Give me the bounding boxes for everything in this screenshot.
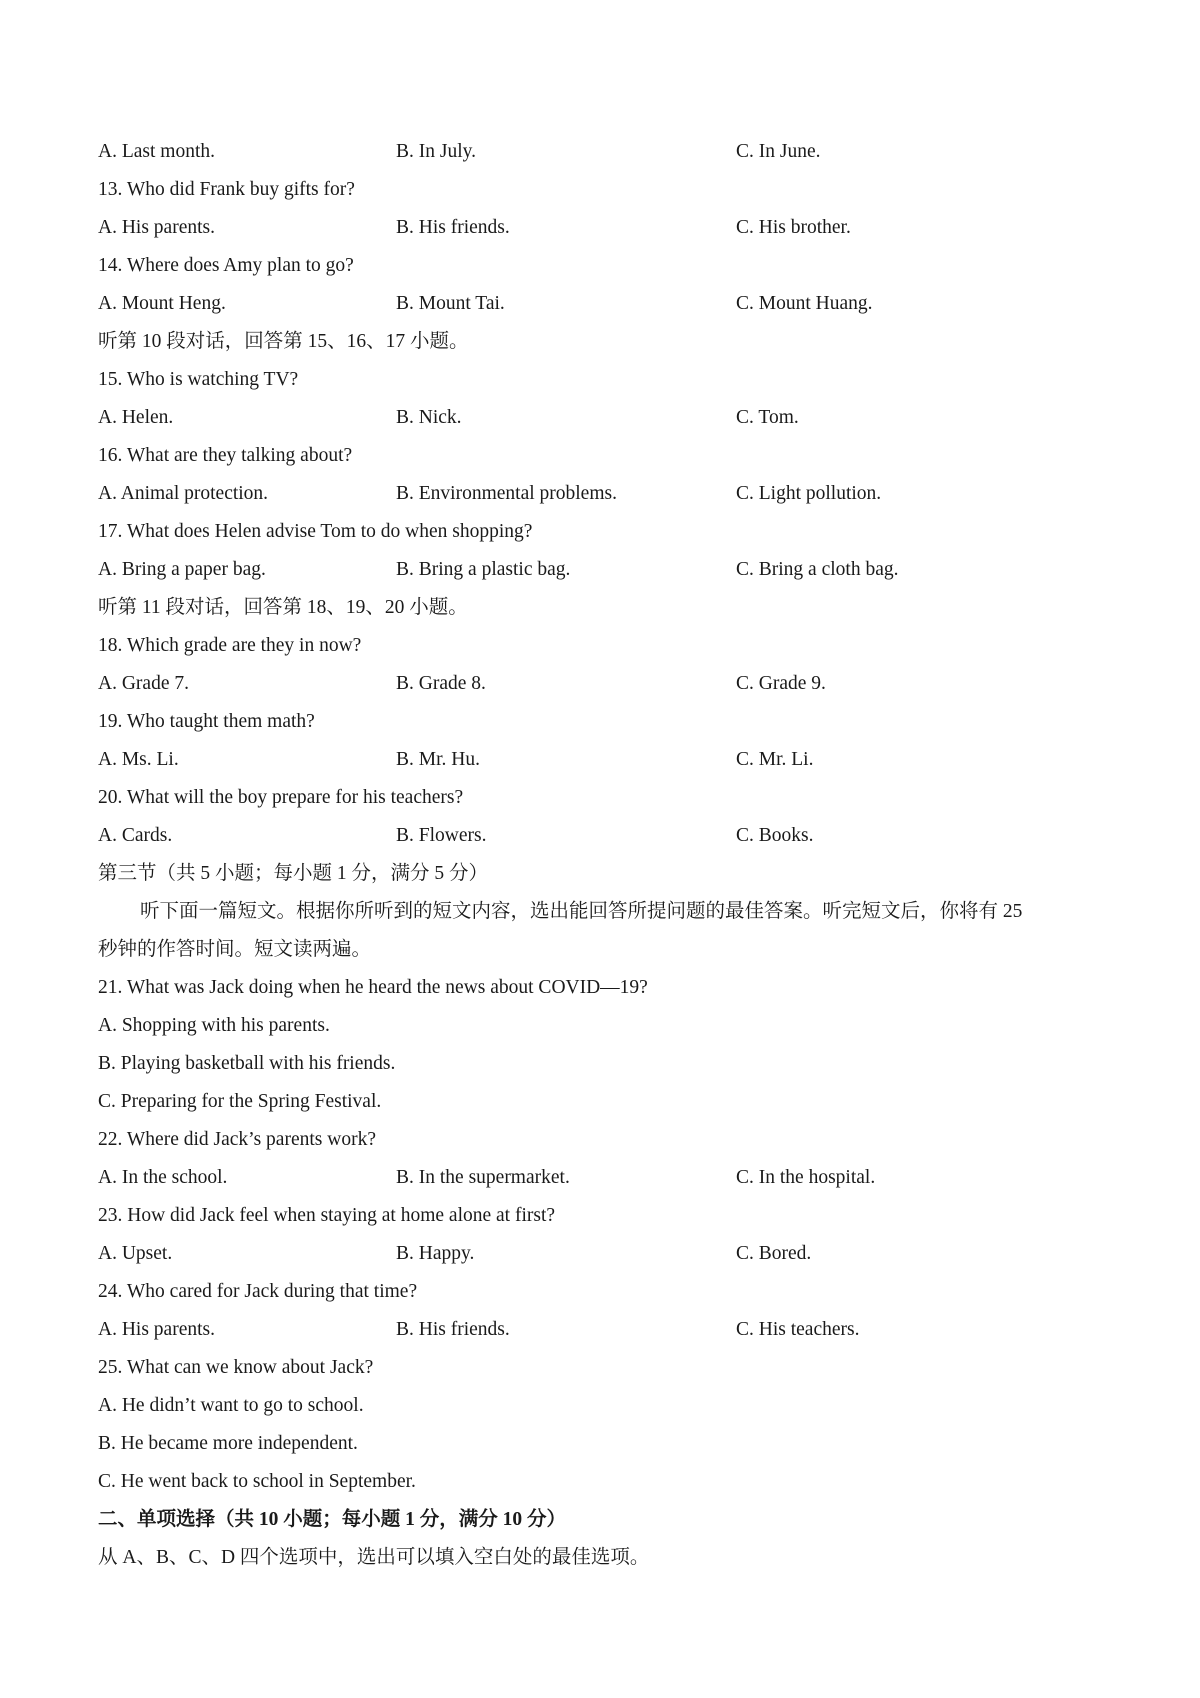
section-heading: 二、单项选择（共 10 小题；每小题 1 分，满分 10 分） bbox=[98, 1509, 567, 1530]
options-row bbox=[98, 209, 1118, 247]
option-c: C. In the hospital. bbox=[736, 1167, 876, 1188]
option-c: C. Mr. Li. bbox=[736, 749, 814, 770]
option-a: A. Cards. bbox=[98, 825, 173, 846]
option-c: C. Bored. bbox=[736, 1243, 812, 1264]
option-b: B. Flowers. bbox=[396, 825, 487, 846]
option-a: A. Bring a paper bag. bbox=[98, 559, 266, 580]
question-stem: 18. Which grade are they in now? bbox=[98, 635, 362, 656]
option-a: A. His parents. bbox=[98, 1319, 215, 1340]
option-c: C. His brother. bbox=[736, 217, 851, 238]
text-line: 从 A、B、C、D 四个选项中，选出可以填入空白处的最佳选项。 bbox=[98, 1547, 650, 1568]
question-stem: 25. What can we know about Jack? bbox=[98, 1357, 374, 1378]
option-b: B. Grade 8. bbox=[396, 673, 486, 694]
question-stem: 17. What does Helen advise Tom to do when shopping? bbox=[98, 521, 533, 542]
option-c: C. Tom. bbox=[736, 407, 799, 428]
option-b: B. In July. bbox=[396, 141, 476, 162]
option-a: A. Grade 7. bbox=[98, 673, 189, 694]
options-row bbox=[98, 741, 1118, 779]
option-b: B. Mount Tai. bbox=[396, 293, 505, 314]
option-a: A. In the school. bbox=[98, 1167, 228, 1188]
option-line: C. Preparing for the Spring Festival. bbox=[98, 1091, 382, 1112]
option-b: B. His friends. bbox=[396, 1319, 510, 1340]
options-row bbox=[98, 665, 1118, 703]
option-a: A. Upset. bbox=[98, 1243, 173, 1264]
option-c: C. In June. bbox=[736, 141, 821, 162]
option-a: A. Animal protection. bbox=[98, 483, 269, 504]
option-a: A. Ms. Li. bbox=[98, 749, 179, 770]
option-c: C. Light pollution. bbox=[736, 483, 882, 504]
option-a: A. Last month. bbox=[98, 141, 215, 162]
option-line: B. He became more independent. bbox=[98, 1433, 358, 1454]
text-line: 听第 11 段对话，回答第 18、19、20 小题。 bbox=[98, 597, 468, 618]
option-b: B. Happy. bbox=[396, 1243, 475, 1264]
question-stem: 24. Who cared for Jack during that time? bbox=[98, 1281, 418, 1302]
question-stem: 13. Who did Frank buy gifts for? bbox=[98, 179, 355, 200]
question-stem: 19. Who taught them math? bbox=[98, 711, 315, 732]
option-a: A. Mount Heng. bbox=[98, 293, 226, 314]
text-line: 第三节（共 5 小题；每小题 1 分，满分 5 分） bbox=[98, 863, 489, 884]
option-c: C. His teachers. bbox=[736, 1319, 860, 1340]
option-c: C. Mount Huang. bbox=[736, 293, 873, 314]
exam-page bbox=[98, 133, 1118, 1577]
options-row bbox=[98, 1311, 1118, 1349]
options-row bbox=[98, 817, 1118, 855]
question-stem: 14. Where does Amy plan to go? bbox=[98, 255, 354, 276]
option-b: B. Nick. bbox=[396, 407, 462, 428]
option-b: B. Environmental problems. bbox=[396, 483, 617, 504]
options-row bbox=[98, 285, 1118, 323]
option-b: B. His friends. bbox=[396, 217, 510, 238]
instruction-paragraph: 听下面一篇短文。根据你所听到的短文内容，选出能回答所提问题的最佳答案。听完短文后，你将有 25 bbox=[140, 901, 1023, 922]
options-row bbox=[98, 551, 1118, 589]
option-a: A. Helen. bbox=[98, 407, 174, 428]
option-b: B. Bring a plastic bag. bbox=[396, 559, 571, 580]
option-c: C. Grade 9. bbox=[736, 673, 826, 694]
question-stem: 20. What will the boy prepare for his teachers? bbox=[98, 787, 464, 808]
options-row bbox=[98, 399, 1118, 437]
option-line: C. He went back to school in September. bbox=[98, 1471, 416, 1492]
options-row bbox=[98, 1159, 1118, 1197]
text-line: 听第 10 段对话，回答第 15、16、17 小题。 bbox=[98, 331, 469, 352]
question-stem: 21. What was Jack doing when he heard the news about COVID—19? bbox=[98, 977, 648, 998]
option-a: A. His parents. bbox=[98, 217, 215, 238]
options-row bbox=[98, 475, 1118, 513]
question-stem: 16. What are they talking about? bbox=[98, 445, 353, 466]
options-row bbox=[98, 1235, 1118, 1273]
text-line: 秒钟的作答时间。短文读两遍。 bbox=[98, 939, 372, 960]
question-stem: 15. Who is watching TV? bbox=[98, 369, 299, 390]
option-line: A. He didn’t want to go to school. bbox=[98, 1395, 364, 1416]
options-row bbox=[98, 133, 1118, 171]
option-b: B. Mr. Hu. bbox=[396, 749, 480, 770]
option-b: B. In the supermarket. bbox=[396, 1167, 570, 1188]
question-stem: 23. How did Jack feel when staying at home alone at first? bbox=[98, 1205, 556, 1226]
option-line: B. Playing basketball with his friends. bbox=[98, 1053, 396, 1074]
option-c: C. Books. bbox=[736, 825, 814, 846]
option-c: C. Bring a cloth bag. bbox=[736, 559, 899, 580]
question-stem: 22. Where did Jack’s parents work? bbox=[98, 1129, 376, 1150]
option-line: A. Shopping with his parents. bbox=[98, 1015, 330, 1036]
